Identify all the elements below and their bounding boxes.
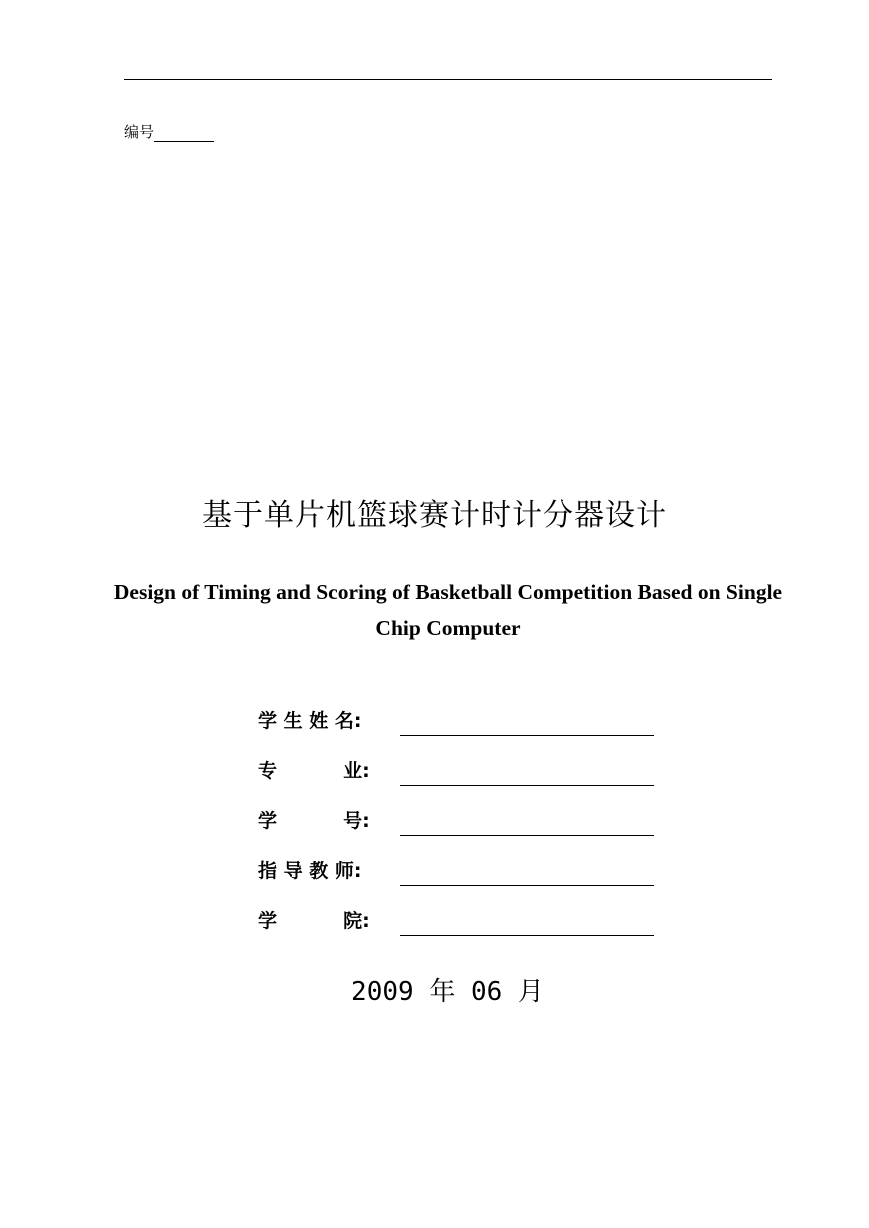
serial-number-blank xyxy=(154,123,214,142)
student-id-blank xyxy=(400,835,654,836)
advisor-blank xyxy=(400,885,654,886)
submission-date: 2009 年 06 月 xyxy=(351,977,544,1007)
student-info-block xyxy=(258,706,658,956)
thesis-title-chinese: 基于单片机篮球赛计时计分器设计 xyxy=(202,498,667,533)
info-row-college xyxy=(258,906,658,956)
info-row-advisor xyxy=(258,856,658,906)
thesis-title-english: Design of Timing and Scoring of Basketball Competition Based on Single Chip Computer xyxy=(113,580,783,640)
serial-number-field xyxy=(124,122,214,142)
major-blank xyxy=(400,785,654,786)
header-rule xyxy=(124,79,772,80)
serial-number-label: 编号 xyxy=(124,123,155,141)
advisor-label: 指 导 教 师: xyxy=(258,860,362,882)
student-name-blank xyxy=(400,735,654,736)
student-id-label: 学 号: xyxy=(258,810,370,832)
info-row-student-name xyxy=(258,706,658,756)
college-blank xyxy=(400,935,654,936)
info-row-major xyxy=(258,756,658,806)
college-label: 学 院: xyxy=(258,910,370,932)
info-row-student-id xyxy=(258,806,658,856)
student-name-label: 学 生 姓 名: xyxy=(258,710,362,732)
major-label: 专 业: xyxy=(258,760,370,782)
